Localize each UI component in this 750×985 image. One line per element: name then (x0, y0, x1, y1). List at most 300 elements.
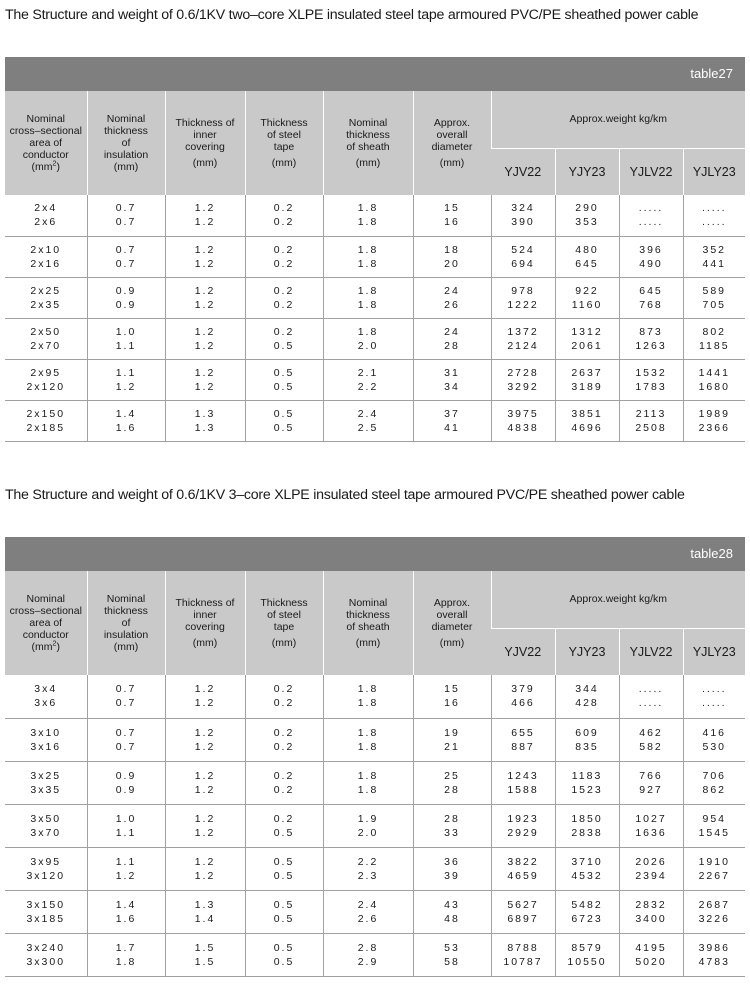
cell-value: 1523 (571, 783, 603, 796)
cell-value: 53 (444, 941, 460, 954)
cell-inner-covering (165, 718, 245, 761)
cell-diameter (413, 359, 491, 400)
cell-weight-yjy23 (555, 847, 619, 890)
cell-value: 15 (444, 202, 460, 215)
header-conductor-area: Nominal cross–sectional area of conductor $(mm^2)$ (5, 571, 87, 675)
cell-conductor-area (5, 236, 87, 277)
cell-value: 0.7 (115, 740, 137, 753)
cell-conductor-area (5, 718, 87, 761)
cell-value: 3x35 (30, 783, 62, 796)
cell-conductor-area (5, 847, 87, 890)
cell-value: 1.3 (194, 407, 216, 420)
cell-weight-yjly23 (683, 400, 745, 441)
cell-value: 1.2 (194, 257, 216, 270)
cell-value: 20 (444, 257, 460, 270)
cell-value: 1.3 (194, 421, 216, 434)
cell-value: 645 (575, 257, 599, 270)
cell-diameter (413, 318, 491, 359)
cell-weight-yjy23 (555, 933, 619, 976)
cell-value: 1.5 (194, 941, 216, 954)
cell-insulation (87, 318, 165, 359)
cell-weight-yjy23 (555, 277, 619, 318)
cell-value: 954 (702, 812, 727, 825)
cell-value: 3400 (635, 912, 667, 925)
cell-value: 1850 (571, 812, 603, 825)
cell-value: 0.9 (115, 298, 137, 311)
cell-value: 1.8 (357, 726, 379, 739)
cell-value: 1.2 (194, 366, 216, 379)
header-conductor-area: Nominal cross–sectional area of conductor $(mm^2)$ (5, 91, 87, 195)
table-row (5, 359, 745, 400)
cell-value: 1.0 (115, 325, 137, 338)
cell-weight-yjv22 (491, 890, 555, 933)
header-sheath-thickness: Nominal thickness of sheath (mm) (323, 91, 413, 195)
table-row (5, 847, 745, 890)
cell-value: 1.8 (357, 683, 379, 696)
cell-insulation (87, 195, 165, 236)
cell-conductor-area (5, 804, 87, 847)
cell-weight-yjv22 (491, 236, 555, 277)
cell-inner-covering (165, 933, 245, 976)
cell-weight-yjy23 (555, 675, 619, 718)
cell-value: 1372 (507, 325, 539, 338)
cell-value: 28 (444, 812, 460, 825)
header-insulation-thickness: Nominal thickness of insulation (mm) (87, 91, 165, 195)
cell-weight-yjv22 (491, 933, 555, 976)
cell-value: 1.2 (194, 740, 216, 753)
cell-steel-tape (245, 933, 323, 976)
cell-conductor-area (5, 933, 87, 976)
cell-value: 862 (702, 783, 727, 796)
cell-sheath (323, 890, 413, 933)
header-grade-yjly23: YJLY23 (683, 148, 745, 195)
header-grade-yjv22: YJV22 (491, 628, 555, 675)
header-grade-yjlv22: YJLV22 (619, 148, 683, 195)
cell-value: 2838 (571, 826, 603, 839)
cell-insulation (87, 675, 165, 718)
cell-value: 16 (444, 216, 460, 229)
cell-value: 43 (444, 898, 460, 911)
cell-value: 2x16 (30, 257, 62, 270)
cell-value: 3x95 (30, 855, 62, 868)
cell-value: 0.5 (273, 955, 295, 968)
header-grade-yjv22: YJV22 (491, 148, 555, 195)
cell-sheath (323, 933, 413, 976)
cell-value: 0.9 (115, 284, 137, 297)
cell-inner-covering (165, 318, 245, 359)
cell-value: 1.2 (194, 216, 216, 229)
cell-value: 5020 (635, 955, 667, 968)
cell-value: 0.9 (115, 769, 137, 782)
cell-value: 1.2 (115, 380, 137, 393)
cell-weight-yjv22 (491, 277, 555, 318)
cell-value: 4659 (507, 869, 539, 882)
cell-value: 1989 (698, 407, 730, 420)
cell-value: 0.2 (273, 202, 295, 215)
cell-inner-covering (165, 359, 245, 400)
cell-value: 19 (444, 726, 460, 739)
cell-weight-yjy23 (555, 195, 619, 236)
cell-value: 2394 (635, 869, 667, 882)
cell-weight-yjlv22 (619, 400, 683, 441)
cell-value: 0.2 (273, 769, 295, 782)
cell-value: 344 (575, 683, 599, 696)
cell-sheath (323, 195, 413, 236)
cell-value: 8579 (571, 941, 603, 954)
cell-diameter (413, 761, 491, 804)
cell-value: 25 (444, 769, 460, 782)
cell-insulation (87, 277, 165, 318)
spec-table (5, 91, 745, 442)
cell-value: 428 (575, 697, 599, 710)
cell-value: 2x25 (30, 284, 62, 297)
cell-value: 2x95 (30, 366, 62, 379)
cell-diameter (413, 236, 491, 277)
cell-value: 0.5 (273, 380, 295, 393)
cell-value: 705 (702, 298, 727, 311)
cell-value: 0.7 (115, 243, 137, 256)
cell-weight-yjlv22 (619, 890, 683, 933)
cell-conductor-area (5, 318, 87, 359)
cell-weight-yjy23 (555, 236, 619, 277)
cell-steel-tape (245, 400, 323, 441)
cell-inner-covering (165, 761, 245, 804)
cell-value: 1263 (635, 339, 667, 352)
cell-value: 2x70 (30, 339, 62, 352)
cell-value: 352 (702, 243, 727, 256)
cell-value: 379 (511, 683, 535, 696)
cell-value: 1636 (635, 826, 667, 839)
cell-value: 887 (511, 740, 535, 753)
cell-value: 1.2 (194, 243, 216, 256)
cell-value: 0.5 (273, 421, 295, 434)
cell-value: 2.2 (357, 380, 379, 393)
cell-value: 1.8 (357, 325, 379, 338)
cell-value: 0.5 (273, 912, 295, 925)
cell-value: 1222 (507, 298, 539, 311)
cell-value: 16 (444, 697, 460, 710)
cell-value: 0.9 (115, 783, 137, 796)
cell-value: 609 (575, 726, 599, 739)
cell-steel-tape (245, 675, 323, 718)
cell-value: 3822 (507, 855, 539, 868)
cell-value: 1243 (507, 769, 539, 782)
cell-value: 0.5 (273, 366, 295, 379)
cell-value: 1.8 (357, 697, 379, 710)
cell-sheath (323, 675, 413, 718)
table-row (5, 761, 745, 804)
cell-value: 927 (639, 783, 663, 796)
cell-value: 1.8 (357, 216, 379, 229)
cell-value: 4838 (507, 421, 539, 434)
cell-insulation (87, 718, 165, 761)
cell-value: 1.2 (194, 339, 216, 352)
cell-value: 0.5 (273, 869, 295, 882)
cell-value: 1.7 (115, 941, 137, 954)
cell-value: 1160 (571, 298, 603, 311)
cell-value: 1.3 (194, 898, 216, 911)
cell-conductor-area (5, 890, 87, 933)
cell-weight-yjlv22 (619, 933, 683, 976)
cell-value: 6723 (571, 912, 603, 925)
cell-value: 1.2 (194, 812, 216, 825)
cell-value: 1.2 (194, 855, 216, 868)
cell-value: 24 (444, 284, 460, 297)
cell-value: 2832 (635, 898, 667, 911)
cell-inner-covering (165, 847, 245, 890)
cell-value: 1.2 (194, 783, 216, 796)
cell-value: 2x4 (34, 202, 58, 215)
spec-table (5, 571, 745, 977)
table-row (5, 675, 745, 718)
cell-value: 694 (511, 257, 535, 270)
cell-value: 2508 (635, 421, 667, 434)
table-row (5, 400, 745, 441)
cell-value: 4532 (571, 869, 603, 882)
table-label: table27 (690, 66, 733, 81)
cell-value: 1.2 (194, 826, 216, 839)
cell-value: 26 (444, 298, 460, 311)
cell-value: 0.2 (273, 812, 295, 825)
cell-value: 645 (639, 284, 663, 297)
cell-value: 0.2 (273, 697, 295, 710)
cell-steel-tape (245, 890, 323, 933)
cell-value: 655 (511, 726, 535, 739)
header-inner-covering: Thickness of inner covering (mm) (165, 91, 245, 195)
cell-weight-yjly23 (683, 236, 745, 277)
cell-inner-covering (165, 277, 245, 318)
cell-value: 2.6 (357, 912, 379, 925)
header-overall-diameter: Approx. overall diameter (mm) (413, 571, 491, 675)
cell-steel-tape (245, 847, 323, 890)
cell-value: 58 (444, 955, 460, 968)
cell-value: 1.4 (115, 407, 137, 420)
cell-value: 1.2 (194, 380, 216, 393)
header-sheath-thickness: Nominal thickness of sheath (mm) (323, 571, 413, 675)
cell-value: 2.0 (357, 339, 379, 352)
cell-value: 0.5 (273, 855, 295, 868)
cell-value: 1183 (571, 769, 603, 782)
cell-weight-yjv22 (491, 718, 555, 761)
cell-value: 766 (639, 769, 663, 782)
table-title: The Structure and weight of 0.6/1KV two–core XLPE insulated steel tape armoured PVC/PE sheathed power cable (5, 7, 699, 23)
cell-value: 34 (444, 380, 460, 393)
cell-value: 3x300 (26, 955, 66, 968)
cell-inner-covering (165, 236, 245, 277)
cell-value: 1680 (698, 380, 730, 393)
cell-value: 1.8 (357, 284, 379, 297)
cell-value: 490 (639, 257, 663, 270)
cell-steel-tape (245, 277, 323, 318)
cell-weight-yjlv22 (619, 236, 683, 277)
cell-value: 0.7 (115, 216, 137, 229)
cell-value: 802 (702, 325, 727, 338)
header-grade-yjy23: YJY23 (555, 628, 619, 675)
cell-value: 3x4 (34, 683, 58, 696)
cell-weight-yjly23 (683, 933, 745, 976)
cell-diameter (413, 804, 491, 847)
cell-value: 5627 (507, 898, 539, 911)
cell-value: 33 (444, 826, 460, 839)
cell-value: 978 (511, 284, 535, 297)
cell-weight-yjly23 (683, 761, 745, 804)
cell-value: 3x6 (34, 697, 58, 710)
cell-value: 36 (444, 855, 460, 868)
cell-weight-yjlv22 (619, 761, 683, 804)
cell-weight-yjv22 (491, 318, 555, 359)
header-grade-yjly23: YJLY23 (683, 628, 745, 675)
cell-value: 28 (444, 783, 460, 796)
cell-value: 416 (702, 726, 727, 739)
header-inner-covering: Thickness of inner covering (mm) (165, 571, 245, 675)
cell-value: 1.2 (194, 683, 216, 696)
cell-steel-tape (245, 236, 323, 277)
cell-weight-yjy23 (555, 761, 619, 804)
cell-value: 0.2 (273, 740, 295, 753)
cell-value: 2x185 (26, 421, 66, 434)
cell-inner-covering (165, 890, 245, 933)
cell-weight-yjy23 (555, 318, 619, 359)
cell-value: 462 (639, 726, 663, 739)
cell-value: 1.8 (357, 257, 379, 270)
cell-conductor-area (5, 195, 87, 236)
cell-diameter (413, 718, 491, 761)
cell-value: 1.2 (194, 697, 216, 710)
cell-value: 0.2 (273, 257, 295, 270)
cell-value: 1.2 (115, 869, 137, 882)
cell-conductor-area (5, 675, 87, 718)
cell-steel-tape (245, 804, 323, 847)
cell-value: 1.8 (357, 298, 379, 311)
cell-value: 1441 (698, 366, 730, 379)
cell-steel-tape (245, 195, 323, 236)
cell-value: 2x150 (26, 407, 66, 420)
cell-value: 31 (444, 366, 460, 379)
cell-value: 18 (444, 243, 460, 256)
cell-value: 1.8 (357, 769, 379, 782)
cell-weight-yjlv22 (619, 195, 683, 236)
cell-value: 1532 (635, 366, 667, 379)
cell-sheath (323, 277, 413, 318)
cell-sheath (323, 847, 413, 890)
cell-value: 1.1 (115, 855, 137, 868)
cell-value: 3986 (698, 941, 730, 954)
cell-value: 290 (575, 202, 599, 215)
cell-value: 1312 (571, 325, 603, 338)
cell-weight-yjly23 (683, 890, 745, 933)
cell-insulation (87, 890, 165, 933)
cell-value: 2366 (698, 421, 730, 434)
cell-value: 0.7 (115, 697, 137, 710)
cell-steel-tape (245, 318, 323, 359)
cell-value: 0.5 (273, 898, 295, 911)
cell-value: 324 (511, 202, 535, 215)
cell-value: 0.7 (115, 726, 137, 739)
cell-insulation (87, 359, 165, 400)
cell-value: 1923 (507, 812, 539, 825)
cell-value: 2x6 (34, 216, 58, 229)
cell-value: 6897 (507, 912, 539, 925)
header-steel-tape: Thickness of steel tape (mm) (245, 91, 323, 195)
cell-weight-yjy23 (555, 400, 619, 441)
cell-value: 1.8 (357, 740, 379, 753)
cell-value: 8788 (507, 941, 539, 954)
cell-value: 0.5 (273, 826, 295, 839)
cell-diameter (413, 195, 491, 236)
cell-steel-tape (245, 718, 323, 761)
cell-value: 0.7 (115, 683, 137, 696)
cell-steel-tape (245, 761, 323, 804)
cell-value: ..... (701, 683, 727, 696)
cell-weight-yjlv22 (619, 847, 683, 890)
cell-value: 2026 (635, 855, 667, 868)
cell-weight-yjly23 (683, 675, 745, 718)
cell-value: 589 (702, 284, 727, 297)
cell-value: 2.5 (357, 421, 379, 434)
cell-value: 2.8 (357, 941, 379, 954)
cell-value: 0.2 (273, 216, 295, 229)
cell-weight-yjv22 (491, 400, 555, 441)
cell-value: 0.7 (115, 202, 137, 215)
cell-sheath (323, 400, 413, 441)
cell-conductor-area (5, 761, 87, 804)
cell-sheath (323, 359, 413, 400)
table-row (5, 195, 745, 236)
cell-weight-yjv22 (491, 359, 555, 400)
cell-value: 0.2 (273, 726, 295, 739)
cell-sheath (323, 236, 413, 277)
cell-weight-yjy23 (555, 718, 619, 761)
cell-value: 353 (575, 216, 599, 229)
cell-weight-yjlv22 (619, 277, 683, 318)
cell-weight-yjly23 (683, 277, 745, 318)
cell-insulation (87, 847, 165, 890)
cell-weight-yjly23 (683, 359, 745, 400)
table-label: table28 (690, 546, 733, 561)
cell-conductor-area (5, 277, 87, 318)
cell-value: 768 (639, 298, 663, 311)
cell-value: 0.5 (273, 941, 295, 954)
cell-value: 1.2 (194, 325, 216, 338)
cell-value: 0.5 (273, 407, 295, 420)
cell-value: ..... (638, 216, 664, 229)
cell-diameter (413, 933, 491, 976)
cell-value: 2x120 (26, 380, 66, 393)
cell-value: 3851 (571, 407, 603, 420)
cell-value: 524 (511, 243, 535, 256)
cell-value: 1.8 (115, 955, 137, 968)
cell-insulation (87, 933, 165, 976)
cell-value: 1588 (507, 783, 539, 796)
cell-insulation (87, 236, 165, 277)
cell-value: 1783 (635, 380, 667, 393)
cell-value: ..... (701, 216, 727, 229)
cell-sheath (323, 318, 413, 359)
cell-value: 835 (575, 740, 599, 753)
cell-value: 1.4 (194, 912, 216, 925)
cell-weight-yjv22 (491, 804, 555, 847)
cell-value: 0.2 (273, 298, 295, 311)
cell-value: 3x185 (26, 912, 66, 925)
cell-value: 1.2 (194, 284, 216, 297)
cell-value: 3710 (571, 855, 603, 868)
cell-value: 2.0 (357, 826, 379, 839)
cell-value: 1.8 (357, 783, 379, 796)
cell-value: 3x120 (26, 869, 66, 882)
cell-value: 41 (444, 421, 460, 434)
cell-value: 2.3 (357, 869, 379, 882)
cell-value: 48 (444, 912, 460, 925)
